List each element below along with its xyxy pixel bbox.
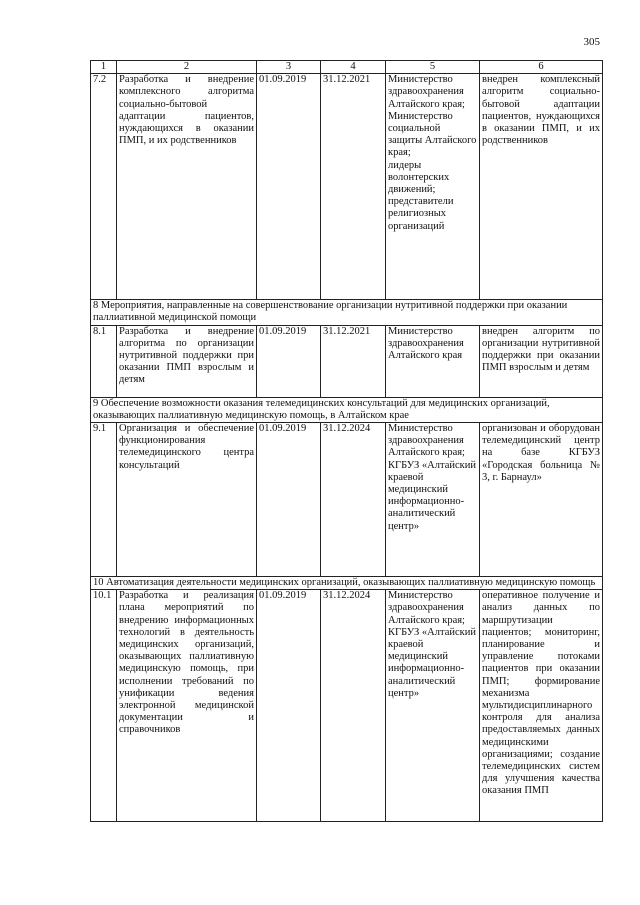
responsible-executors [386, 74, 480, 300]
start-date: 01.09.2019 [257, 325, 321, 397]
executor: Министерство здравоохранения Алтайского края [388, 325, 464, 362]
column-number-row [91, 61, 603, 74]
responsible-executors [386, 590, 480, 822]
table-row [91, 590, 603, 822]
executor: представители религиозных организаций [388, 196, 454, 232]
executor: Министерство здравоохранения Алтайского края; [388, 590, 465, 626]
column-number: 5 [386, 61, 480, 74]
end-date: 31.12.2021 [321, 74, 386, 300]
executor: Министерство здравоохранения Алтайского края; [388, 423, 465, 459]
executor: Министерство здравоохранения Алтайского края; [388, 74, 465, 110]
action-plan-table [90, 60, 603, 822]
column-number: 2 [117, 61, 257, 74]
expected-result: внедрен алгоритм по организации нутритивной поддержки при оказании ПМП взрослым и детям [480, 325, 603, 397]
item-number: 7.2 [91, 74, 117, 300]
executor: КГБУЗ «Алтайский краевой медицинский информационно-аналитический центр» [388, 626, 476, 699]
item-number: 10.1 [91, 590, 117, 822]
end-date: 31.12.2024 [321, 590, 386, 822]
item-number: 8.1 [91, 325, 117, 397]
task-description: Разработка и реализация плана мероприятий по внедрению информационных технологий в деятельность медицинских организаций, оказывающих паллиативную медицинскую помощь, при исполнении требований по унификации ведения электронной медицинской документации и справочников [117, 590, 257, 822]
column-number: 6 [480, 61, 603, 74]
task-description: Разработка и внедрение комплексного алгоритма социально-бытовой адаптации пациентов, нуждающихся в оказании ПМП, и их родственников [117, 74, 257, 300]
column-number: 4 [321, 61, 386, 74]
end-date: 31.12.2021 [321, 325, 386, 397]
section-row [91, 300, 603, 325]
table-row [91, 423, 603, 577]
table-row [91, 74, 603, 300]
executor: лидеры волонтерских движений; [388, 159, 450, 196]
responsible-executors [386, 423, 480, 577]
task-description: Организация и обеспечение функционирования телемедицинского центра консультаций [117, 423, 257, 577]
section-heading: 8 Мероприятия, направленные на совершенствование организации нутритивной поддержки при оказании паллиативной медицинской помощи [91, 300, 603, 325]
executor: КГБУЗ «Алтайский краевой медицинский информационно-аналитический центр» [388, 459, 476, 532]
column-number: 1 [91, 61, 117, 74]
expected-result: внедрен комплексный алгоритм социально-бытовой адаптации пациентов, нуждающихся в оказании ПМП, и их родственников [480, 74, 603, 300]
section-row [91, 577, 603, 590]
section-row [91, 397, 603, 422]
end-date: 31.12.2024 [321, 423, 386, 577]
section-heading: 10 Автоматизация деятельности медицинских организаций, оказывающих паллиативную медицинскую помощь [91, 577, 603, 590]
column-number: 3 [257, 61, 321, 74]
start-date: 01.09.2019 [257, 74, 321, 300]
start-date: 01.09.2019 [257, 590, 321, 822]
start-date: 01.09.2019 [257, 423, 321, 577]
section-heading: 9 Обеспечение возможности оказания телемедицинских консультаций для медицинских организаций, оказывающих паллиативную медицинскую помощь, в Алтайском крае [91, 397, 603, 422]
page-number: 305 [583, 36, 600, 48]
expected-result: организован и оборудован телемедицинский центр на базе КГБУЗ «Городская больница № 3, г. Барнаул» [480, 423, 603, 577]
item-number: 9.1 [91, 423, 117, 577]
expected-result: оперативное получение и анализ данных по маршрутизации пациентов; мониторинг, планирование и управление потоками пациентов при оказании ПМП; формирование механизма мультидисциплинарного контроля для анализа предоставляемых данных медицинскими организациями; создание телемедицинских систем для улучшения качества оказания ПМП [480, 590, 603, 822]
table-row [91, 325, 603, 397]
executor: Министерство социальной защиты Алтайского края; [388, 110, 477, 159]
task-description: Разработка и внедрение алгоритма по организации нутритивной поддержки при оказании ПМП взрослым и детям [117, 325, 257, 397]
responsible-executors [386, 325, 480, 397]
